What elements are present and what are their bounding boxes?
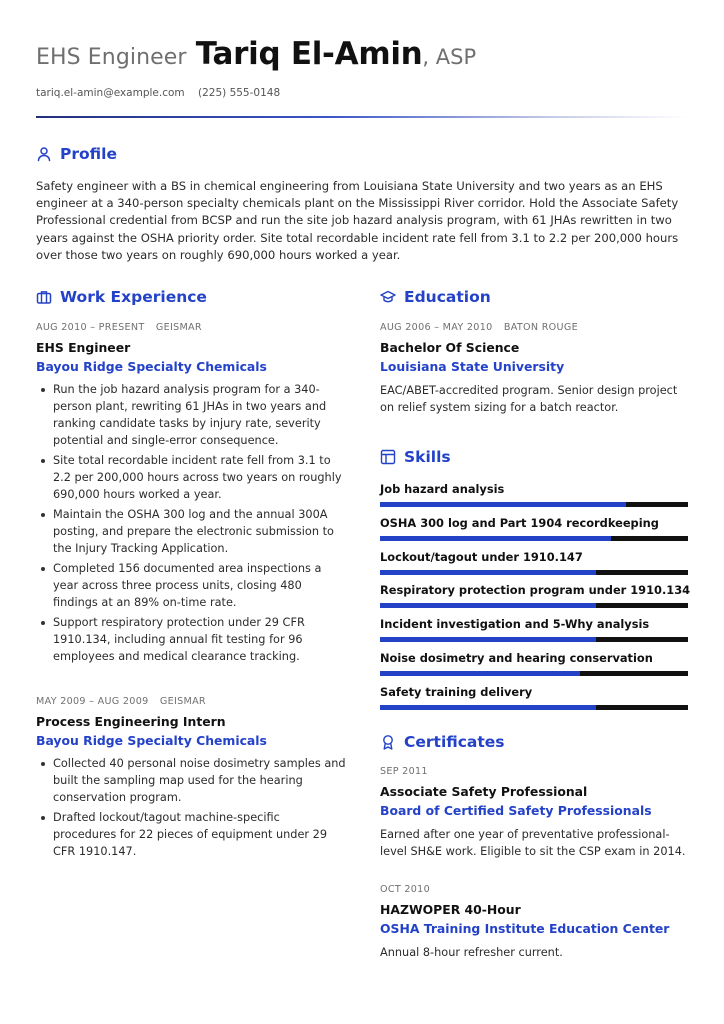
job-location: GEISMAR [159, 696, 206, 707]
skill-level-fill [380, 671, 580, 676]
job-bullet: Maintain the OSHA 300 log and the annual 300A posting, and prepare the electronic submission to the Injury Tracking Application. [36, 506, 346, 557]
job-org: Bayou Ridge Specialty Chemicals [36, 733, 267, 748]
skill-level-fill [380, 502, 626, 507]
job-bullet: Run the job hazard analysis program for a 340-person plant, rewriting 61 JHAs in two years and ranking candidate tasks by injury rate, severity potential and single-error consequence. [36, 381, 346, 449]
education-heading-label: Education [404, 288, 491, 306]
email-link[interactable]: tariq.el-amin@example.com [36, 87, 185, 99]
skill-name: OSHA 300 log and Part 1904 recordkeeping [380, 515, 659, 530]
education-dates: AUG 2006 – MAY 2010 [380, 322, 493, 333]
skill-level-bar [380, 603, 688, 608]
skill-name: Noise dosimetry and hearing conservation [380, 651, 653, 665]
job-bullets [36, 755, 346, 860]
skill-level-fill [380, 570, 596, 575]
skill-item [380, 482, 688, 496]
skill-level-bar [380, 536, 688, 541]
skills-heading-label: Skills [404, 448, 451, 466]
skill-level-fill [380, 705, 596, 710]
job-location: GEISMAR [155, 322, 202, 333]
job-bullet: Site total recordable incident rate fell from 3.1 to 2.2 per 200,000 hours across two years on roughly 690,000 hours worked a year. [36, 452, 346, 503]
school-name: Louisiana State University [380, 359, 565, 374]
skill-level-fill [380, 637, 596, 642]
skill-item [380, 651, 688, 665]
skill-level-fill [380, 603, 596, 608]
skill-level-bar [380, 671, 688, 676]
job-role: Process Engineering Intern [36, 714, 226, 729]
award-ribbon-icon [380, 734, 396, 750]
education-location: BATON ROUGE [503, 322, 578, 333]
job-entry [36, 696, 346, 863]
education-heading [380, 288, 491, 306]
job-bullet: Completed 156 documented area inspections a year across three process units, closing 480 findings at an 89% on-time rate. [36, 560, 346, 611]
skill-name: Lockout/tagout under 1910.147 [380, 549, 583, 564]
experience-heading [36, 288, 207, 306]
experience-heading-label: Work Experience [60, 288, 207, 306]
education-description: EAC/ABET-accredited program. Senior design project on relief system sizing for a batch reactor. [380, 384, 678, 414]
skill-level-bar [380, 570, 688, 575]
resume-header [36, 36, 688, 74]
layout-grid-icon [380, 449, 396, 465]
job-bullets [36, 381, 346, 665]
job-role: EHS Engineer [36, 340, 131, 355]
skill-level-bar [380, 637, 688, 642]
job-dates: MAY 2009 – AUG 2009 [36, 696, 149, 707]
briefcase-icon [36, 289, 52, 305]
degree-title: Bachelor Of Science [380, 340, 520, 355]
contact-line [36, 87, 280, 99]
job-org: Bayou Ridge Specialty Chemicals [36, 359, 267, 374]
skill-item [380, 550, 688, 564]
certificate-issuer: OSHA Training Institute Education Center [380, 921, 670, 936]
certificate-description: Earned after one year of preventative professional-level SH&E work. Eligible to sit the CSP exam in 2014. [380, 828, 686, 858]
job-bullet: Support respiratory protection under 29 CFR 1910.134, including annual fit testing for 96 employees and medical clearance tracking. [36, 614, 346, 665]
skill-name: Incident investigation and 5-Why analysis [380, 617, 650, 632]
skill-item [380, 617, 688, 631]
phone-text: (225) 555-0148 [198, 87, 281, 99]
candidate-name: Tariq El-Amin [195, 36, 423, 72]
graduation-cap-icon [380, 289, 396, 305]
job-meta [36, 696, 346, 707]
skill-item [380, 583, 691, 598]
certificate-entry [380, 766, 688, 860]
certificate-title: Associate Safety Professional [380, 784, 588, 799]
certificates-heading-label: Certificates [404, 733, 505, 751]
skill-name: Job hazard analysis [380, 482, 505, 496]
skill-level-bar [380, 705, 688, 710]
certificate-title: HAZWOPER 40-Hour [380, 902, 521, 917]
skill-level-bar [380, 502, 688, 507]
certificate-date: SEP 2011 [380, 766, 428, 777]
education-meta [380, 322, 688, 333]
job-dates: AUG 2010 – PRESENT [36, 322, 145, 333]
certificate-description: Annual 8-hour refresher current. [380, 946, 563, 959]
skills-heading [380, 448, 451, 466]
skill-item [380, 685, 688, 699]
job-bullet: Drafted lockout/tagout machine-specific procedures for 22 pieces of equipment under 29 CFR 1910.147. [36, 809, 346, 860]
job-entry [36, 322, 346, 668]
skill-name: Safety training delivery [380, 684, 533, 699]
profile-heading-label: Profile [60, 145, 117, 163]
certificate-entry [380, 884, 688, 961]
certificate-issuer: Board of Certified Safety Professionals [380, 803, 652, 818]
job-title: EHS Engineer [36, 45, 187, 70]
education-entry [380, 322, 688, 416]
certificates-heading [380, 733, 505, 751]
header-divider [36, 116, 688, 118]
job-bullet: Collected 40 personal noise dosimetry samples and built the sampling map used for the hearing conservation program. [36, 755, 346, 806]
profile-heading [36, 145, 117, 163]
person-icon [36, 146, 52, 162]
skill-name: Respiratory protection program under 1910.134 [380, 583, 691, 598]
skill-level-fill [380, 536, 611, 541]
skill-item [380, 516, 688, 530]
certificate-date: OCT 2010 [380, 884, 430, 895]
profile-summary: Safety engineer with a BS in chemical engineering from Louisiana State University and two years as an EHS engineer at a 340-person specialty chemicals plant on the Mississippi River corridor. Hold the Associate Safety Professional credential from BCSP and run the site job hazard analysis program, with 61 JHAs rewritten in two years against the OSHA priority order. Site total recordable incident rate fell from 3.1 to 2.2 per 200,000 hours over those two years on roughly 690,000 hours worked a year. [36, 179, 679, 262]
job-meta [36, 322, 346, 333]
credential-suffix: , ASP [422, 45, 477, 69]
